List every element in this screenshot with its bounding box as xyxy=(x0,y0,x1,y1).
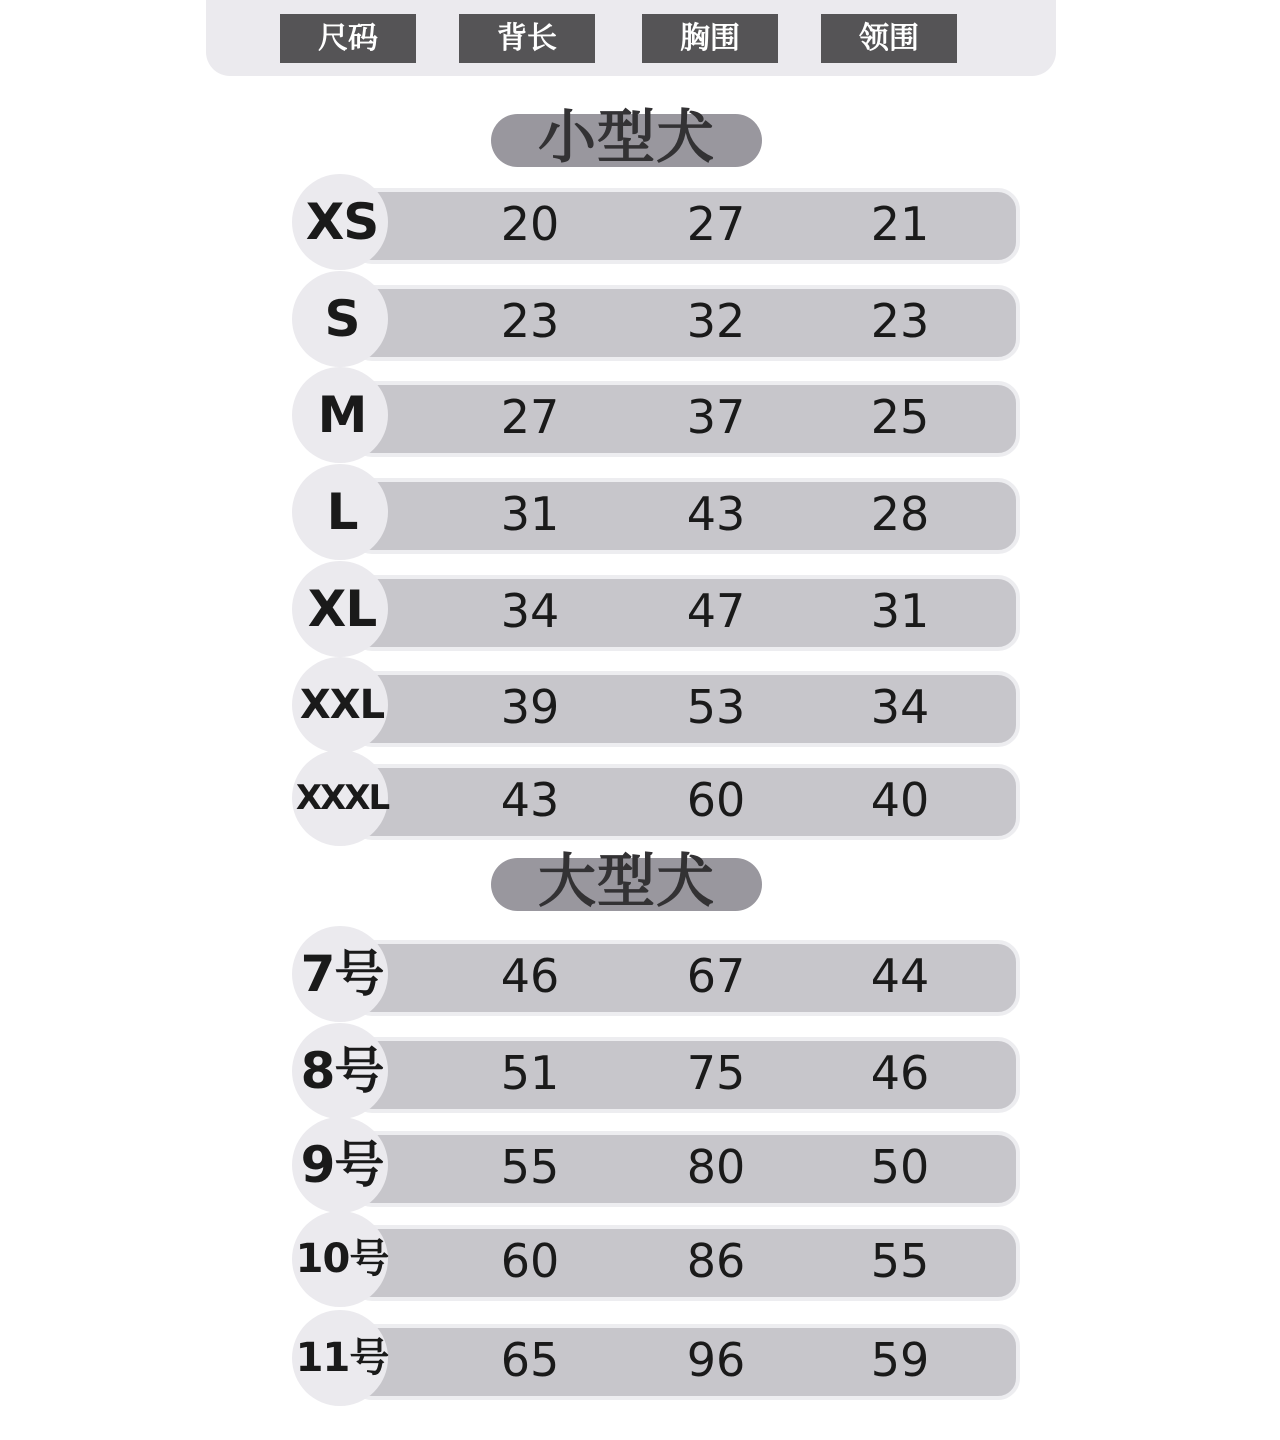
neck-value: 55 xyxy=(870,1234,930,1288)
table-row xyxy=(292,1025,1024,1117)
size-label: XS xyxy=(305,193,379,251)
neck-value: 31 xyxy=(870,584,930,638)
neck-value: 34 xyxy=(870,680,930,734)
chest-value: 37 xyxy=(686,390,746,444)
table-row xyxy=(292,1312,1024,1404)
size-label: XXXL xyxy=(295,778,389,818)
neck-value: 23 xyxy=(870,294,930,348)
size-label: 11号 xyxy=(295,1335,389,1381)
header-neck: 领围 xyxy=(821,14,957,63)
size-label: XXL xyxy=(299,682,385,728)
back-length-value: 23 xyxy=(500,294,560,348)
chest-value: 75 xyxy=(686,1046,746,1100)
table-row xyxy=(292,659,1024,751)
size-label: XL xyxy=(307,580,377,638)
neck-value: 25 xyxy=(870,390,930,444)
chest-value: 47 xyxy=(686,584,746,638)
table-row xyxy=(292,176,1024,268)
back-length-value: 34 xyxy=(500,584,560,638)
table-row xyxy=(292,752,1024,844)
size-label: 7号 xyxy=(300,945,384,1003)
back-length-value: 39 xyxy=(500,680,560,734)
back-length-value: 46 xyxy=(500,949,560,1003)
back-length-value: 65 xyxy=(500,1333,560,1387)
header-back-length: 背长 xyxy=(459,14,595,63)
neck-value: 40 xyxy=(870,773,930,827)
back-length-value: 60 xyxy=(500,1234,560,1288)
chest-value: 53 xyxy=(686,680,746,734)
size-label: S xyxy=(324,290,360,348)
neck-value: 59 xyxy=(870,1333,930,1387)
back-length-value: 20 xyxy=(500,197,560,251)
chest-value: 27 xyxy=(686,197,746,251)
back-length-value: 51 xyxy=(500,1046,560,1100)
size-label: 8号 xyxy=(300,1042,384,1100)
chest-value: 32 xyxy=(686,294,746,348)
chest-value: 86 xyxy=(686,1234,746,1288)
chest-value: 60 xyxy=(686,773,746,827)
chest-value: 80 xyxy=(686,1140,746,1194)
table-row xyxy=(292,466,1024,558)
section-title-small: 小型犬 xyxy=(537,103,715,171)
size-label: 9号 xyxy=(300,1136,384,1194)
size-label: 10号 xyxy=(295,1236,389,1282)
table-row xyxy=(292,369,1024,461)
back-length-value: 43 xyxy=(500,773,560,827)
table-row xyxy=(292,1119,1024,1211)
table-row xyxy=(292,563,1024,655)
header-chest: 胸围 xyxy=(642,14,778,63)
neck-value: 44 xyxy=(870,949,930,1003)
size-label: L xyxy=(326,483,358,541)
size-label: M xyxy=(317,386,367,444)
neck-value: 28 xyxy=(870,487,930,541)
header-size: 尺码 xyxy=(280,14,416,63)
back-length-value: 55 xyxy=(500,1140,560,1194)
neck-value: 46 xyxy=(870,1046,930,1100)
neck-value: 21 xyxy=(870,197,930,251)
chest-value: 43 xyxy=(686,487,746,541)
back-length-value: 31 xyxy=(500,487,560,541)
table-row xyxy=(292,928,1024,1020)
neck-value: 50 xyxy=(870,1140,930,1194)
chest-value: 67 xyxy=(686,949,746,1003)
table-row xyxy=(292,1213,1024,1305)
chest-value: 96 xyxy=(686,1333,746,1387)
table-row xyxy=(292,273,1024,365)
back-length-value: 27 xyxy=(500,390,560,444)
header-bar xyxy=(206,0,1056,76)
section-title-large: 大型犬 xyxy=(537,847,715,915)
